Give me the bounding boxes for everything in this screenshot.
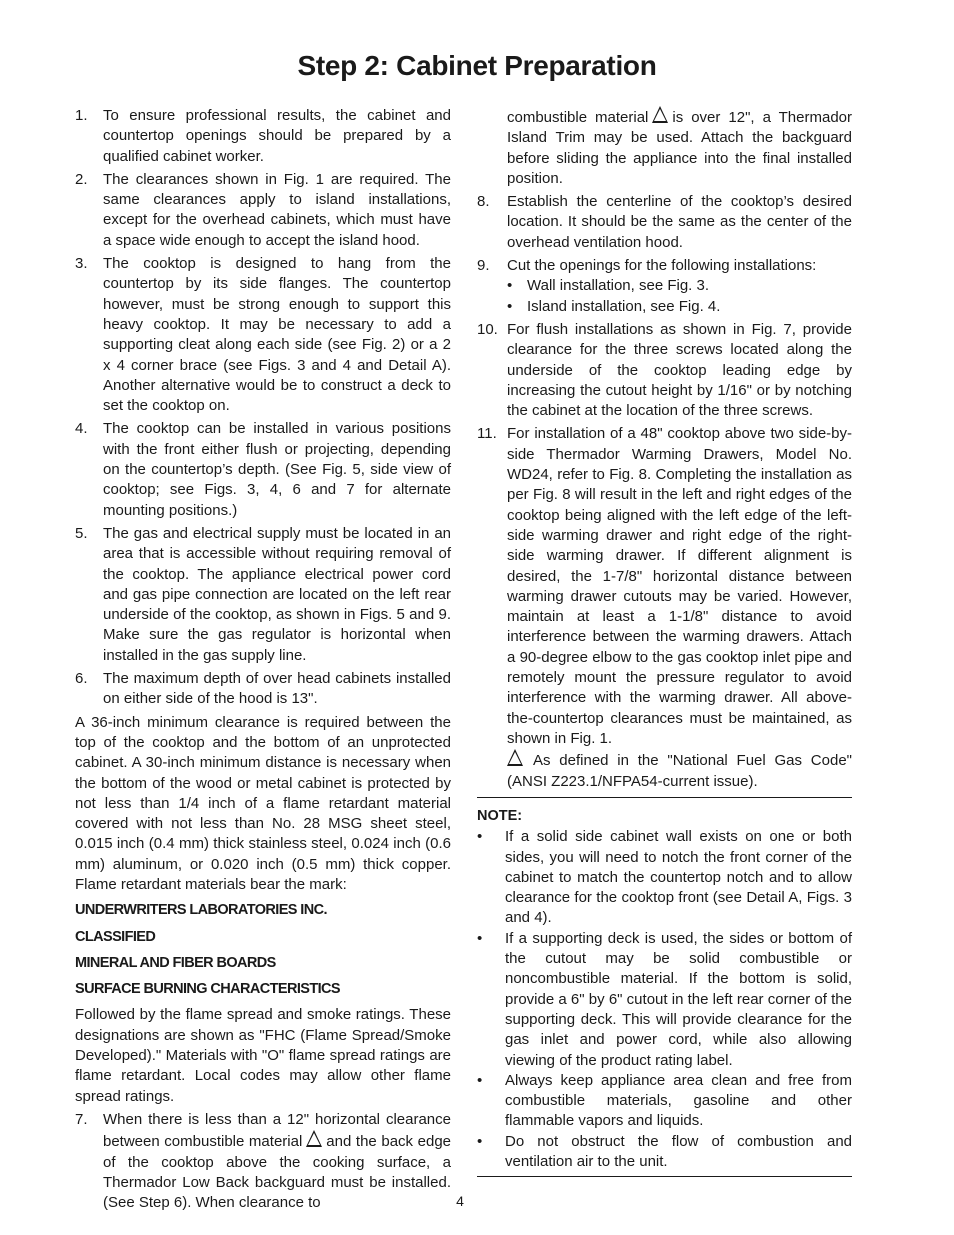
item-text: When there is less than a 12" horizontal clearance between combustible material (103, 1110, 451, 1151)
ratings-paragraph: Followed by the flame spread and smoke ratings. These designations are shown as "FHC (Flame Spread/Smoke Developed)." Materials with "O" flame spread ratings are flame retardant. Local codes may allow other flame spread ratings. (75, 1006, 451, 1105)
item-number: 7. (75, 1110, 88, 1128)
bullet-glyph: • (477, 828, 483, 846)
ul-heading: CLASSIFIED (75, 928, 156, 945)
bullet-glyph: • (507, 297, 513, 315)
item-text: The gas and electrical supply must be located in an area that is accessible without requiring removal of the cooktop. The appliance electrical power cord and gas pipe connection are located on the left rear underside of the cooktop, as shown in Figs. 5 and 9. Make sure the gas regulator is horizontal when installed in the gas supply line. (103, 524, 451, 664)
item-number: 4. (75, 420, 88, 438)
sub-list-item (507, 276, 852, 296)
ul-heading: SURFACE BURNING CHARACTERISTICS (75, 981, 340, 998)
item-text: The clearances shown in Fig. 1 are required. The same clearances apply to island installations, except for the overhead cabinets, which must have a space wide enough to accept the island hood. (103, 170, 451, 249)
item-text: combustible material (507, 109, 649, 126)
bullet-glyph: • (507, 277, 513, 295)
item-text: Cut the openings for the following installations: (507, 257, 817, 275)
note-bullet (477, 1132, 852, 1173)
footnote (477, 749, 852, 792)
sub-list (477, 276, 852, 317)
left-column (75, 106, 451, 1216)
note-top-divider (477, 797, 852, 798)
sub-item-text: Wall installation, see Fig. 3. (527, 277, 710, 295)
note-text: Do not obstruct the flow of combustion and ventilation air to the unit. (505, 1132, 852, 1171)
item-text: is over 12", a Thermador Island Trim may be used. Attach the backguard before sliding the appliance into the final installed position. (507, 109, 852, 187)
list-item (75, 106, 451, 167)
list-item (477, 192, 852, 253)
list-item (75, 669, 451, 710)
list-item (75, 419, 451, 520)
note-text: If a solid side cabinet wall exists on one or both sides, you will need to notch the front corner of the cabinet to match the countertop notch and to allow clearance for the cooktop front (see Detail A, Figs. 3 and 4). (505, 828, 852, 927)
item-text: The maximum depth of over head cabinets installed on either side of the hood is 13". (103, 670, 451, 708)
note-bullet (477, 929, 852, 1071)
footnote-text: As defined in the "National Fuel Gas Code" (ANSI Z223.1/NFPA54-current issue). (507, 752, 852, 790)
warning-triangle-icon (507, 749, 523, 766)
bullet-glyph: • (477, 929, 483, 947)
list-item (75, 170, 451, 251)
note-text: Always keep appliance area clean and free from combustible materials, gasoline and other flammable vapors and liquids. (505, 1071, 852, 1130)
item-text: The cooktop can be installed in various positions with the front either flush or projecting, depending on the countertop’s depth. (See Fig. 5, side view of cooktop; see Figs. 3, 4, 6 and 7 for alternate mounting positions.) (103, 420, 451, 519)
list-item (477, 320, 852, 421)
bullet-glyph: • (477, 1132, 483, 1150)
list-item (477, 424, 852, 749)
list-item (477, 256, 852, 276)
list-item (75, 254, 451, 416)
warning-triangle-icon (652, 106, 668, 123)
item-text: The cooktop is designed to hang from the countertop by its side flanges. The countertop however, must be strong enough to support this heavy cooktop. It may be necessary to add a supporting cleat along each side (see Fig. 2) or a 2 x 4 corner brace (see Figs. 3 and 4 and Detail A). Another alternative would be to construct a deck to set the cooktop on. (103, 255, 451, 415)
item-number: 10. (477, 320, 498, 338)
item-text: For installation of a 48" cooktop above two side-by-side Thermador Warming Drawers, Model No. WD24, refer to Fig. 8. Completing the installation as per Fig. 8 will result in the left and right edges of the cooktop being aligned with the left edge of the left-side warming drawer and right edge of the right-side warming drawer. If different alignment is desired, the 1-7/8" horizontal distance between warming drawer cutouts may be varied. However, maintain at least a 1-1/8" distance to avoid interference between the warming drawers. Attach a 90-degree elbow to the gas cooktop inlet pipe and remotely mount the pressure regulator to avoid interference with the warming drawer. All above-the-countertop clearances must be maintained, as shown in Fig. 1. (507, 425, 852, 747)
item-number: 9. (477, 257, 490, 275)
ul-heading: MINERAL AND FIBER BOARDS (75, 954, 276, 971)
note-box (477, 806, 852, 1172)
note-bottom-divider (477, 1176, 852, 1177)
page-title: Step 2: Cabinet Preparation (297, 50, 657, 81)
item-number: 1. (75, 107, 88, 124)
clearance-paragraph: A 36-inch minimum clearance is required between the top of the cooktop and the bottom of an unprotected cabinet. A 30-inch minimum distance is necessary when the bottom of the wood or metal cabinet is protected by not less than 1/4 inch of a flame retardant material covered with not less than No. 28 MSG sheet steel, 0.015 inch (0.4 mm) thick stainless steel, 0.024 inch (0.6 mm) aluminum, or 0.020 inch (0.5 mm) thick copper. Flame retardant materials bear the mark: (75, 713, 451, 893)
item-number: 2. (75, 170, 88, 188)
warning-triangle-icon (306, 1130, 322, 1147)
list-item-continued (477, 106, 852, 189)
note-bullet (477, 1071, 852, 1132)
item-text: Establish the centerline of the cooktop’s desired location. It should be the same as the center of the overhead ventilation hood. (507, 193, 852, 251)
item-text: For flush installations as shown in Fig. 7, provide clearance for the three screws located along the underside of the cooktop leading edge by increasing the cutout height by 1/16" or by notching the cabinet at the location of the three screws. (507, 320, 852, 420)
item-number: 3. (75, 255, 88, 273)
note-text: If a supporting deck is used, the sides or bottom of the cutout may be solid combustible or noncombustible material. If the bottom is solid, provide a 6" by 6" cutout in the left rear corner of the supporting deck. This will provide clearance for the gas inlet and power cord, while also allowing viewing of the product rating label. (505, 929, 852, 1069)
item-number: 8. (477, 193, 490, 211)
note-heading: NOTE: (477, 808, 523, 824)
ul-heading: UNDERWRITERS LABORATORIES INC. (75, 902, 327, 919)
bullet-glyph: • (477, 1071, 483, 1089)
item-number: 11. (477, 425, 497, 443)
note-bullet (477, 827, 852, 928)
sub-list-item (507, 297, 852, 317)
item-text: and the back edge of the cooktop above the cooking surface, a Thermador Low Back backguard must be installed. (See Step 6). When clearance to (103, 1133, 452, 1212)
right-column (477, 106, 852, 792)
list-item (75, 524, 451, 666)
item-text: To ensure professional results, the cabinet and countertop openings should be prepared by a qualified cabinet worker. (103, 107, 451, 165)
item-number: 6. (75, 670, 88, 688)
page-number: 4 (456, 1193, 464, 1209)
sub-item-text: Island installation, see Fig. 4. (527, 297, 721, 315)
item-number: 5. (75, 524, 88, 542)
